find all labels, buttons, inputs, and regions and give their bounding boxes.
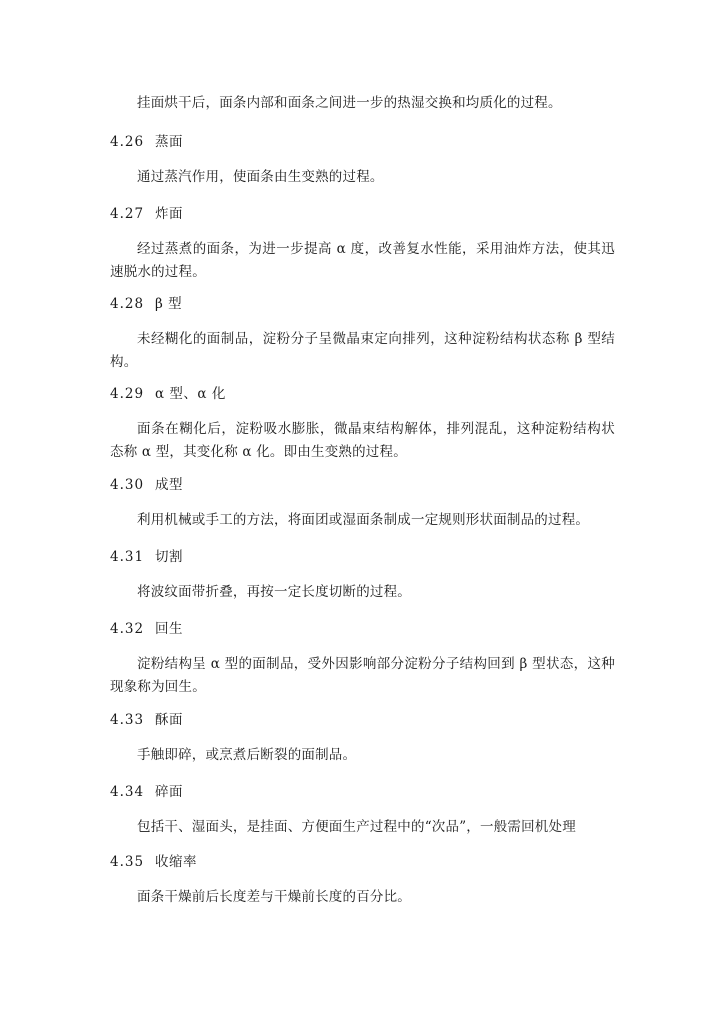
section-body-4-32: 淀粉结构呈 α 型的面制品，受外因影响部分淀粉分子结构回到 β 型状态，这种现象称为回生。 [110,656,615,695]
section-number: 4.31 [110,549,145,565]
section-number: 4.30 [110,477,145,493]
section-title: 炸面 [155,206,183,222]
section-number: 4.28 [110,296,145,312]
section-heading-4-34 [110,782,183,802]
section-number: 4.33 [110,712,145,728]
section-number: 4.35 [110,854,145,870]
section-body-4-29: 面条在糊化后，淀粉吸水膨胀，微晶束结构解体，排列混乱，这种淀粉结构状态称 α 型，其变化称 α 化。即由生变熟的过程。 [110,421,615,460]
section-number: 4.26 [110,134,145,150]
section-body-4-27: 经过蒸煮的面条，为进一步提高 α 度，改善复水性能，采用油炸方法，使其迅速脱水的过程。 [110,241,615,280]
section-heading-4-31 [110,547,183,567]
section-number: 4.29 [110,386,145,402]
section-title: 回生 [155,621,183,637]
section-body-4-30: 利用机械或手工的方法，将面团或湿面条制成一定规则形状面制品的过程。 [137,512,590,528]
section-title: 碎面 [155,784,183,800]
section-title: α 型、α 化 [155,386,226,402]
section-body-4-28: 未经糊化的面制品，淀粉分子呈微晶束定向排列，这种淀粉结构状态称 β 型结构。 [110,331,615,370]
section-heading-4-30 [110,475,183,495]
section-title: 成型 [155,477,183,493]
section-title: 酥面 [155,712,183,728]
section-heading-4-28 [110,294,182,314]
section-number: 4.32 [110,621,145,637]
section-number: 4.34 [110,784,145,800]
section-title: 切割 [155,549,183,565]
section-title: β 型 [155,296,183,312]
section-heading-4-35 [110,852,197,872]
section-heading-4-27 [110,204,183,224]
section-body-4-33: 手触即碎，或烹煮后断裂的面制品。 [137,747,357,763]
section-heading-4-29 [110,384,226,404]
section-title: 收缩率 [155,854,197,870]
intro-paragraph: 挂面烘干后，面条内部和面条之间进一步的热湿交换和均质化的过程。 [137,95,562,111]
section-body-4-34: 包括干、湿面头，是挂面、方便面生产过程中的“次品”，一般需回机处理 [137,819,576,835]
section-number: 4.27 [110,206,145,222]
section-body-4-31: 将波纹面带折叠，再按一定长度切断的过程。 [137,584,411,600]
section-heading-4-33 [110,710,183,730]
section-heading-4-32 [110,619,183,639]
section-body-4-35: 面条干燥前后长度差与干燥前长度的百分比。 [137,889,411,905]
section-title: 蒸面 [155,134,183,150]
section-body-4-26: 通过蒸汽作用，使面条由生变熟的过程。 [137,169,384,185]
section-heading-4-26 [110,132,183,152]
